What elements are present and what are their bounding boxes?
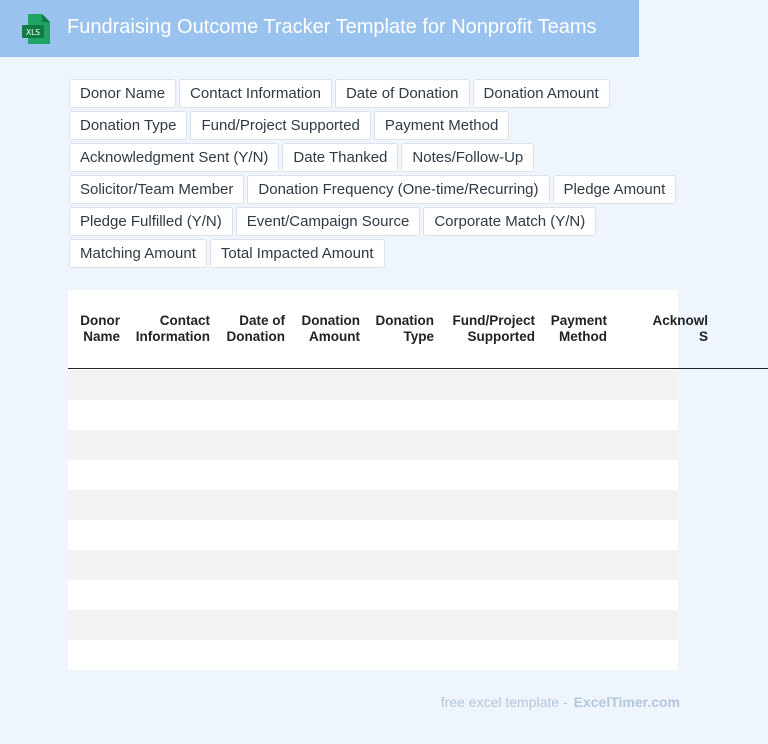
tracker-table (68, 290, 708, 669)
field-tag: Donation Amount (473, 79, 610, 108)
excel-file-icon (22, 14, 50, 44)
column-header-line: Payment (550, 313, 607, 328)
table-row[interactable] (68, 370, 678, 400)
field-tag: Matching Amount (69, 239, 207, 268)
field-tag: Event/Campaign Source (236, 207, 421, 236)
tag-row (69, 143, 689, 175)
table-row[interactable] (68, 640, 678, 670)
table-row[interactable] (68, 490, 678, 520)
field-tag: Corporate Match (Y/N) (423, 207, 596, 236)
field-tag: Donor Name (69, 79, 176, 108)
tag-row (69, 111, 689, 143)
column-header (376, 313, 435, 345)
column-header (551, 313, 607, 345)
table-row[interactable] (68, 430, 678, 460)
tag-row (69, 239, 689, 271)
footer-brand-link[interactable]: ExcelTimer.com (573, 694, 680, 710)
table-header-row (68, 290, 768, 369)
table-row[interactable] (68, 610, 678, 640)
column-header-line: Donation (226, 329, 285, 344)
column-header-line: Acknowl (652, 313, 708, 328)
footer-text: free excel template - (440, 694, 568, 710)
field-tag: Total Impacted Amount (210, 239, 385, 268)
column-header (136, 313, 210, 345)
field-tag: Notes/Follow-Up (401, 143, 534, 172)
field-tag-list (69, 79, 689, 271)
table-row[interactable] (68, 400, 678, 430)
page-header (0, 0, 639, 57)
column-header-line: Method (559, 329, 607, 344)
tag-row (69, 175, 689, 207)
column-header-line: Date of (239, 313, 285, 328)
field-tag: Payment Method (374, 111, 509, 140)
column-header (452, 313, 535, 345)
column-header-line: Donation (301, 313, 360, 328)
column-header-line: Name (83, 329, 120, 344)
tag-row (69, 79, 689, 111)
column-header (227, 313, 286, 345)
column-header (652, 313, 708, 345)
field-tag: Solicitor/Team Member (69, 175, 244, 204)
table-row[interactable] (68, 460, 678, 490)
footer-credit (441, 694, 680, 710)
table-row[interactable] (68, 520, 678, 550)
column-header-line: Supported (467, 329, 535, 344)
tag-row (69, 207, 689, 239)
field-tag: Donation Frequency (One-time/Recurring) (247, 175, 549, 204)
column-header (302, 313, 361, 345)
field-tag: Acknowledgment Sent (Y/N) (69, 143, 279, 172)
column-header-line: Type (403, 329, 434, 344)
column-header (80, 313, 120, 345)
field-tag: Contact Information (179, 79, 332, 108)
column-header-line: Donation (375, 313, 434, 328)
field-tag: Fund/Project Supported (190, 111, 370, 140)
column-header-line: Amount (309, 329, 360, 344)
field-tag: Date Thanked (282, 143, 398, 172)
page-title: Fundraising Outcome Tracker Template for Nonprofit Teams (67, 16, 597, 38)
column-header-line: Donor (80, 313, 120, 328)
column-header-line: S (698, 329, 708, 344)
field-tag: Pledge Fulfilled (Y/N) (69, 207, 233, 236)
field-tag: Donation Type (69, 111, 187, 140)
field-tag: Pledge Amount (553, 175, 677, 204)
svg-text:XLS: XLS (25, 28, 41, 37)
column-header-line: Information (135, 329, 210, 344)
column-header-line: Contact (159, 313, 210, 328)
field-tag: Date of Donation (335, 79, 470, 108)
table-row[interactable] (68, 550, 678, 580)
column-header-line: Fund/Project (452, 313, 535, 328)
table-row[interactable] (68, 580, 678, 610)
